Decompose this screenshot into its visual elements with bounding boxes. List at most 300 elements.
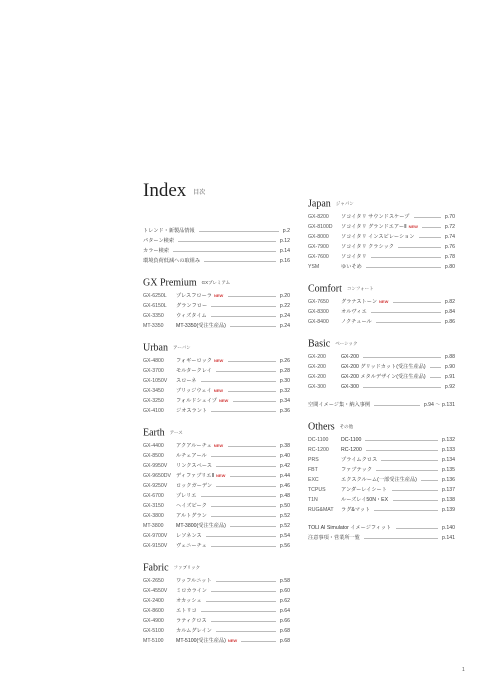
section-title: Basic: [308, 338, 331, 350]
entry-page: p.20: [279, 293, 290, 299]
section-title: Fabric: [143, 562, 169, 574]
entry-page: p.60: [279, 588, 290, 594]
index-entry[interactable]: [308, 435, 455, 445]
entry-page: p.134: [442, 457, 455, 463]
leader-line: [228, 446, 276, 447]
section-heading: [308, 419, 455, 435]
entry-code: GX-9700V: [143, 533, 168, 539]
entry-code: GX-200: [308, 364, 326, 370]
entry-page: p.22: [279, 303, 290, 309]
entry-page: p.26: [279, 358, 290, 364]
index-entry[interactable]: [308, 317, 455, 327]
index-entry[interactable]: [308, 297, 455, 307]
leader-line: [216, 371, 276, 372]
leader-line: [216, 486, 276, 487]
leader-line: [206, 536, 276, 537]
leader-line: [230, 526, 276, 527]
index-entry[interactable]: [143, 321, 290, 331]
entry-page: p.24: [279, 323, 290, 329]
entry-name: ブリッジウェイ NEW: [176, 388, 224, 394]
leader-line: [173, 251, 276, 252]
index-entry[interactable]: [143, 311, 290, 321]
entry-code: RC-1200: [308, 447, 329, 453]
entry-page: p.84: [444, 309, 455, 315]
entry-code: EXC: [308, 477, 319, 483]
leader-line: [216, 631, 276, 632]
entry-code: GX-8200: [308, 214, 329, 220]
index-entry[interactable]: [143, 616, 290, 626]
index-entry[interactable]: [308, 352, 455, 362]
section-title: Others: [308, 421, 335, 433]
entry-name: ソコイタリ グランドエアーⅡ NEW: [341, 224, 418, 230]
section-spacer: [308, 515, 455, 523]
entry-page: p.90: [444, 364, 455, 370]
entry-code: GX-6250L: [143, 293, 167, 299]
index-entry[interactable]: [308, 262, 455, 272]
entry-page: p.16: [279, 258, 290, 264]
index-entry[interactable]: [143, 256, 290, 266]
entry-page: p.24: [279, 313, 290, 319]
entry-code: GX-6150L: [143, 303, 167, 309]
entry-code: GX-7650: [308, 299, 329, 305]
entry-page: p.64: [279, 608, 290, 614]
leader-line: [376, 322, 441, 323]
index-entry[interactable]: [308, 485, 455, 495]
entry-name: ノクチュール: [341, 319, 372, 325]
leader-line: [211, 516, 276, 517]
index-left-column: [143, 226, 290, 646]
index-entry[interactable]: [143, 636, 290, 646]
entry-name: GX-300: [341, 384, 359, 390]
entry-name: ワッフルニット: [176, 578, 212, 584]
page-number: 1: [462, 667, 465, 673]
entry-name: グラナストーン NEW: [341, 299, 389, 305]
entry-page: p.14: [279, 248, 290, 254]
section-title: Japan: [308, 198, 331, 210]
leader-line: [211, 456, 276, 457]
entry-page: p.62: [279, 598, 290, 604]
entry-code: MT-5100: [143, 638, 164, 644]
entry-name: プレリエ: [176, 493, 197, 499]
leader-line: [396, 528, 438, 529]
entry-code: GX-4800: [143, 358, 164, 364]
entry-name: MT-3800(受注生産品): [176, 523, 226, 529]
index-entry[interactable]: [143, 386, 290, 396]
leader-line: [211, 546, 276, 547]
entry-name: GX-200: [341, 354, 359, 360]
entry-name: ソコイタリ クラシック: [341, 244, 394, 250]
leader-line: [366, 267, 441, 268]
entry-code: DC-1100: [308, 437, 329, 443]
index-entry[interactable]: [143, 226, 290, 236]
entry-page: p.52: [279, 523, 290, 529]
index-entry[interactable]: [143, 531, 290, 541]
section-heading: [143, 340, 290, 356]
entry-page: p.30: [279, 378, 290, 384]
leader-line: [392, 490, 438, 491]
entry-name: ウィズタイム: [176, 313, 207, 319]
entry-page: p.88: [444, 354, 455, 360]
entry-name: カラー検索: [143, 248, 169, 254]
entry-code: GX-300: [308, 384, 326, 390]
leader-line: [365, 440, 438, 441]
entry-name: MT-3350(受注生産品): [176, 323, 226, 329]
leader-line: [363, 357, 441, 358]
index-entry[interactable]: [308, 372, 455, 382]
section-subtitle: その他: [339, 424, 354, 429]
section-heading: [143, 275, 290, 291]
entry-page: p.2: [282, 228, 290, 234]
entry-code: FBT: [308, 467, 318, 473]
leader-line: [241, 641, 276, 642]
leader-line: [398, 247, 441, 248]
leader-line: [201, 381, 276, 382]
section-title: Urban: [143, 342, 168, 354]
index-entry[interactable]: [143, 511, 290, 521]
entry-name: アクアルーチェ NEW: [176, 443, 224, 449]
index-entry[interactable]: [143, 521, 290, 531]
section-subtitle: ジャパン: [335, 201, 354, 206]
leader-line: [228, 391, 276, 392]
entry-page: p.136: [442, 477, 455, 483]
entry-code: GX-8300: [308, 309, 329, 315]
entry-code: PRS: [308, 457, 319, 463]
entry-name: エクスクルーム(一部受注生産品): [341, 477, 417, 483]
entry-code: YSM: [308, 264, 320, 270]
entry-code: GX-3250: [143, 398, 164, 404]
entry-code: GX-9250V: [143, 483, 168, 489]
entry-name: ヘイズピーク: [176, 503, 207, 509]
entry-name: オカッシェ: [176, 598, 202, 604]
entry-name: TOLI AI Simulator イメージフィット: [308, 525, 392, 531]
entry-name: DC-1100: [341, 437, 362, 443]
leader-line: [414, 217, 441, 218]
entry-page: p.34: [279, 398, 290, 404]
page-subtitle: 目次: [193, 190, 206, 197]
entry-code: GX-3700: [143, 368, 164, 374]
entry-name: トレンド・新製品情報: [143, 228, 195, 234]
leader-line: [374, 510, 438, 511]
section-title: Earth: [143, 427, 165, 439]
leader-line: [374, 405, 420, 406]
leader-line: [201, 496, 276, 497]
entry-name: ラグ&マット: [341, 507, 371, 513]
new-badge: NEW: [227, 638, 238, 643]
entry-name: GX-200 グリッドカット(受注生産品): [341, 364, 426, 370]
leader-line: [216, 466, 276, 467]
entry-page: p.40: [279, 453, 290, 459]
leader-line: [371, 257, 441, 258]
entry-code: GX-5100: [143, 628, 164, 634]
entry-name: ファブテック: [341, 467, 373, 473]
entry-page: p.132: [442, 437, 455, 443]
section-title: GX Premium: [143, 277, 197, 289]
entry-code: GX-7600: [308, 254, 329, 260]
entry-page: p.44: [279, 473, 290, 479]
entry-page: p.76: [444, 244, 455, 250]
entry-code: T1N: [308, 497, 318, 503]
entry-code: GX-8600: [143, 608, 164, 614]
section-heading: [143, 425, 290, 441]
entry-name: ディファブリエⅡ NEW: [176, 473, 226, 479]
leader-line: [211, 316, 276, 317]
section-heading: [308, 196, 455, 212]
index-entry[interactable]: [308, 400, 455, 410]
new-badge: NEW: [213, 388, 224, 393]
index-entry[interactable]: [143, 406, 290, 416]
entry-name: 空間イメージ集・納入事例: [308, 402, 371, 408]
entry-name: ソコイタリ サウンドスケープ: [341, 214, 410, 220]
entry-page: p.133: [442, 447, 455, 453]
index-entry[interactable]: [308, 242, 455, 252]
section-subtitle: GXプレミアム: [201, 280, 231, 285]
index-entry[interactable]: [143, 606, 290, 616]
index-entry[interactable]: [143, 376, 290, 386]
page-title: [143, 180, 205, 202]
entry-page: p.86: [444, 319, 455, 325]
section-title: Comfort: [308, 283, 342, 295]
leader-line: [206, 601, 276, 602]
index-entry[interactable]: [143, 366, 290, 376]
section-subtitle: アース: [169, 430, 183, 435]
new-badge: NEW: [213, 358, 224, 363]
leader-line: [381, 460, 438, 461]
index-entry[interactable]: [308, 252, 455, 262]
index-entry[interactable]: [143, 501, 290, 511]
index-entry[interactable]: [143, 576, 290, 586]
leader-line: [230, 476, 276, 477]
entry-name: モルタークレイ: [176, 368, 212, 374]
index-entry[interactable]: [308, 307, 455, 317]
leader-line: [178, 241, 276, 242]
entry-page: p.52: [279, 513, 290, 519]
entry-code: MT-3350: [143, 323, 164, 329]
entry-name: スローネ: [176, 378, 197, 384]
index-entry[interactable]: [308, 212, 455, 222]
entry-page: p.46: [279, 483, 290, 489]
index-entry[interactable]: [143, 481, 290, 491]
entry-page: p.80: [444, 264, 455, 270]
entry-code: TCPUS: [308, 487, 326, 493]
entry-name: アンダーレイシート: [341, 487, 387, 493]
leader-line: [376, 470, 438, 471]
entry-page: p.78: [444, 254, 455, 260]
entry-name: ゆいそめ: [341, 264, 362, 270]
entry-code: GX-4900: [143, 618, 164, 624]
entry-page: p.139: [442, 507, 455, 513]
entry-name: ジオスラント: [176, 408, 208, 414]
index-entry[interactable]: [308, 232, 455, 242]
entry-page: p.58: [279, 578, 290, 584]
index-entry[interactable]: [143, 356, 290, 366]
entry-name: カルムグレイン: [176, 628, 212, 634]
entry-name: アルトグラン: [176, 513, 207, 519]
entry-name: ミロカライン: [176, 588, 207, 594]
new-badge: NEW: [218, 398, 229, 403]
leader-line: [204, 261, 276, 262]
entry-code: GX-8000: [308, 234, 329, 240]
leader-line: [228, 296, 276, 297]
entry-page: p.28: [279, 368, 290, 374]
leader-line: [363, 387, 441, 388]
leader-line: [364, 538, 438, 539]
section-heading: [308, 336, 455, 352]
entry-page: p.68: [279, 638, 290, 644]
entry-code: GX-3150: [143, 503, 164, 509]
index-entry[interactable]: [143, 301, 290, 311]
entry-name: リンクスペース: [176, 463, 212, 469]
index-entry[interactable]: [308, 465, 455, 475]
index-entry[interactable]: [308, 445, 455, 455]
entry-name: ヴェニーチェ: [176, 543, 207, 549]
entry-name: 注意事項・営業所一覧: [308, 535, 360, 541]
leader-line: [211, 506, 276, 507]
entry-page: p.140: [442, 525, 455, 531]
entry-name: プライムクロス: [341, 457, 378, 463]
entry-name: GX-200 メタルデザイン(受注生産品): [341, 374, 426, 380]
leader-line: [393, 500, 438, 501]
entry-code: GX-8500: [143, 453, 164, 459]
entry-code: GX-3350: [143, 313, 164, 319]
leader-line: [211, 591, 276, 592]
index-entry[interactable]: [143, 626, 290, 636]
index-entry[interactable]: [308, 533, 455, 543]
entry-page: p.36: [279, 408, 290, 414]
index-entry[interactable]: [143, 471, 290, 481]
index-entry[interactable]: [308, 523, 455, 533]
index-entry[interactable]: [143, 291, 290, 301]
entry-code: GX-9950V: [143, 463, 168, 469]
leader-line: [230, 326, 276, 327]
index-right-column: [308, 196, 455, 543]
entry-code: GX-9150V: [143, 543, 168, 549]
index-entry[interactable]: [143, 236, 290, 246]
section-heading: [308, 281, 455, 297]
entry-page: p.48: [279, 493, 290, 499]
entry-page: p.66: [279, 618, 290, 624]
section-subtitle: ファブリック: [173, 565, 201, 570]
entry-name: レソネンス: [176, 533, 202, 539]
index-entry[interactable]: [143, 541, 290, 551]
index-entry[interactable]: [143, 246, 290, 256]
entry-page: p.32: [279, 388, 290, 394]
page-title-text: Index: [143, 180, 187, 201]
entry-name: フォギーロック NEW: [176, 358, 224, 364]
leader-line: [430, 367, 441, 368]
entry-page: p.91: [444, 374, 455, 380]
entry-page: p.137: [442, 487, 455, 493]
leader-line: [371, 312, 441, 313]
entry-code: RUG&MAT: [308, 507, 334, 513]
entry-code: GX-4100: [143, 408, 164, 414]
index-entry[interactable]: [143, 586, 290, 596]
leader-line: [201, 611, 276, 612]
entry-name: オルヴィエ: [341, 309, 367, 315]
index-entry[interactable]: [143, 451, 290, 461]
index-entry[interactable]: [308, 455, 455, 465]
leader-line: [211, 621, 276, 622]
entry-page: p.74: [444, 234, 455, 240]
entry-code: GX-2650: [143, 578, 164, 584]
index-entry[interactable]: [143, 596, 290, 606]
new-badge: NEW: [379, 299, 389, 304]
index-entry[interactable]: [143, 441, 290, 451]
index-entry[interactable]: [308, 362, 455, 372]
leader-line: [216, 581, 276, 582]
entry-code: MT-3800: [143, 523, 164, 529]
index-entry[interactable]: [308, 382, 455, 392]
entry-code: GX-4550V: [143, 588, 168, 594]
section-subtitle: コンフォート: [346, 286, 374, 291]
entry-page: p.42: [279, 463, 290, 469]
entry-code: GX-8400: [308, 319, 329, 325]
index-entry[interactable]: [143, 491, 290, 501]
section-subtitle: アーバン: [173, 345, 191, 350]
entry-code: GX-200: [308, 354, 326, 360]
entry-name: 環境負荷低減への取組み: [143, 258, 201, 264]
section-spacer: [308, 392, 455, 400]
entry-code: GX-9650DV: [143, 473, 171, 479]
entry-name: フォルドシェイプ NEW: [176, 398, 229, 404]
entry-page: p.68: [279, 628, 290, 634]
leader-line: [422, 227, 441, 228]
entry-code: GX-3800: [143, 513, 164, 519]
new-badge: NEW: [213, 443, 224, 448]
entry-name: プレスフローラ NEW: [176, 293, 224, 299]
entry-code: GX-3450: [143, 388, 164, 394]
entry-name: ソコイタリ: [341, 254, 367, 260]
entry-name: ルチェアール: [176, 453, 207, 459]
entry-page: p.70: [444, 214, 455, 220]
entry-name: エトリコ: [176, 608, 197, 614]
index-entry[interactable]: [308, 505, 455, 515]
entry-page: p.135: [442, 467, 455, 473]
leader-line: [211, 306, 276, 307]
entry-code: GX-2400: [143, 598, 164, 604]
entry-page: p.54: [279, 533, 290, 539]
entry-name: パターン検索: [143, 238, 175, 244]
entry-code: GX-7900: [308, 244, 329, 250]
leader-line: [393, 302, 441, 303]
index-entry[interactable]: [143, 461, 290, 471]
section-heading: [143, 560, 290, 576]
entry-code: GX-1050V: [143, 378, 168, 384]
leader-line: [419, 237, 441, 238]
entry-page: p.38: [279, 443, 290, 449]
leader-line: [211, 411, 276, 412]
entry-page: p.72: [444, 224, 455, 230]
entry-name: MT-5100(受注生産品) NEW: [176, 638, 238, 644]
index-entry[interactable]: [308, 495, 455, 505]
entry-page: p.50: [279, 503, 290, 509]
index-entry[interactable]: [143, 396, 290, 406]
leader-line: [366, 450, 438, 451]
entry-code: GX-6700: [143, 493, 164, 499]
entry-name: ルーズレイ50N・EX: [341, 497, 389, 503]
entry-name: RC-1200: [341, 447, 362, 453]
new-badge: NEW: [213, 293, 224, 298]
entry-code: GX-200: [308, 374, 326, 380]
entry-name: ラティクロス: [176, 618, 207, 624]
entry-page: p.92: [444, 384, 455, 390]
entry-name: ロックガーデン: [176, 483, 213, 489]
leader-line: [430, 377, 441, 378]
entry-page: p.138: [442, 497, 455, 503]
entry-page: p.94 〜 p.131: [423, 402, 455, 408]
index-entry[interactable]: [308, 222, 455, 232]
index-entry[interactable]: [308, 475, 455, 485]
entry-page: p.56: [279, 543, 290, 549]
